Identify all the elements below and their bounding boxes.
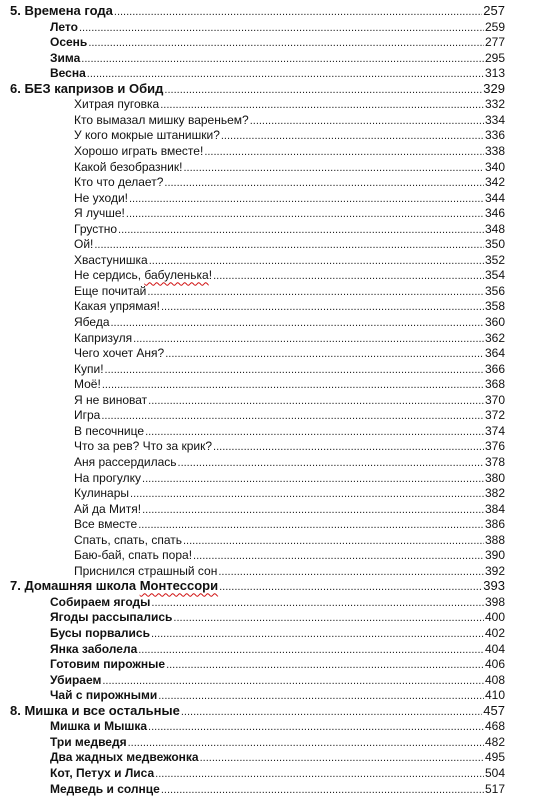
page-number: 517 bbox=[484, 781, 505, 796]
entry-title: Зима bbox=[50, 50, 81, 65]
entry-title: 6. БЕЗ капризов и Обид bbox=[10, 80, 164, 96]
page-number: 457 bbox=[483, 702, 505, 718]
page-number: 342 bbox=[484, 175, 505, 190]
entry-title: Моё! bbox=[74, 377, 101, 392]
entry-title: Бусы порвались bbox=[50, 626, 150, 640]
page-number: 393 bbox=[483, 578, 505, 594]
entry-title: Кто вымазал мишку вареньем? bbox=[74, 112, 249, 127]
page-number: 360 bbox=[484, 315, 505, 329]
page-number: 378 bbox=[484, 454, 505, 469]
page-number: 382 bbox=[484, 486, 505, 501]
entry-title: 5. Времена года bbox=[10, 3, 113, 18]
entry-title: Медведь и солнце bbox=[50, 781, 160, 796]
page-number: 295 bbox=[484, 50, 505, 65]
entry-title: Приснился страшный сон bbox=[74, 563, 218, 578]
entry-title: В песочнице bbox=[74, 423, 145, 438]
toc-entry bbox=[74, 516, 505, 532]
toc-entry bbox=[50, 656, 505, 672]
page-number: 468 bbox=[484, 719, 505, 734]
entry-title: Мишка и Мышка bbox=[50, 719, 148, 734]
entry-title: Все вместе bbox=[74, 517, 138, 532]
page-number: 329 bbox=[483, 80, 505, 96]
page-number: 340 bbox=[484, 159, 505, 174]
toc-entry bbox=[74, 252, 505, 268]
toc-entry bbox=[50, 19, 505, 35]
page-number: 400 bbox=[484, 610, 505, 625]
toc-entry bbox=[50, 718, 505, 734]
entry-title: Три медведя bbox=[50, 734, 127, 749]
entry-title: Какая упрямая! bbox=[74, 299, 160, 314]
entry-title: Лето bbox=[50, 19, 78, 34]
page-number: 350 bbox=[484, 237, 505, 252]
entry-title: Чай с пирожными bbox=[50, 688, 158, 703]
page-number: 336 bbox=[484, 128, 505, 143]
entry-title: Грустно bbox=[74, 221, 118, 236]
toc-entry bbox=[74, 438, 505, 454]
entry-title: Что за рев? Что за крик? bbox=[74, 439, 213, 454]
entry-title: Ай да Митя! bbox=[74, 501, 142, 516]
page-number: 346 bbox=[484, 206, 505, 221]
page-number: 313 bbox=[484, 66, 505, 81]
toc-entry bbox=[50, 594, 505, 610]
page-number: 386 bbox=[484, 517, 505, 532]
page-number: 374 bbox=[484, 423, 505, 438]
entry-title: Ой! bbox=[74, 237, 94, 252]
page-number: 358 bbox=[484, 299, 505, 314]
toc-entry bbox=[74, 547, 505, 563]
entry-title: Осень bbox=[50, 35, 88, 50]
toc-entry bbox=[74, 361, 505, 377]
entry-title: Купи! bbox=[74, 361, 104, 376]
toc-entry bbox=[50, 625, 505, 641]
toc-entry bbox=[74, 563, 505, 579]
toc-entry bbox=[74, 423, 505, 439]
toc-entry bbox=[74, 283, 505, 299]
entry-title: На прогулку bbox=[74, 470, 142, 485]
toc-entry bbox=[50, 765, 505, 781]
entry-title: Еще почитай bbox=[74, 283, 147, 298]
toc-entry bbox=[50, 734, 505, 750]
entry-title: Хитрая пуговка bbox=[74, 97, 160, 112]
toc-entry bbox=[74, 345, 505, 361]
page-number: 380 bbox=[484, 470, 505, 485]
page-number: 384 bbox=[484, 501, 505, 516]
entry-title: Спать, спать, спать bbox=[74, 532, 182, 547]
page-number: 390 bbox=[484, 548, 505, 563]
page-number: 366 bbox=[484, 361, 505, 376]
toc-entry bbox=[74, 190, 505, 206]
page-number: 406 bbox=[484, 657, 505, 672]
page-number: 348 bbox=[484, 221, 505, 236]
page-number: 332 bbox=[484, 97, 505, 112]
entry-title: Кот, Петух и Лиса bbox=[50, 765, 155, 780]
toc-entry bbox=[50, 641, 505, 657]
entry-title: Чего хочет Аня? bbox=[74, 346, 165, 361]
entry-title: Ягоды рассыпались bbox=[50, 610, 173, 625]
entry-title: Ябеда bbox=[74, 315, 110, 329]
entry-title: Готовим пирожные bbox=[50, 657, 166, 672]
toc-entry bbox=[74, 298, 505, 314]
entry-title: Какой безобразник! bbox=[74, 159, 183, 174]
section-heading bbox=[10, 3, 505, 19]
page-number: 402 bbox=[484, 626, 505, 640]
page-number: 408 bbox=[484, 672, 505, 687]
toc-entry bbox=[74, 314, 505, 330]
page-number: 277 bbox=[484, 35, 505, 50]
toc-entry bbox=[50, 687, 505, 703]
toc-entry bbox=[74, 330, 505, 346]
entry-title: Янка заболела bbox=[50, 641, 138, 656]
toc-entry bbox=[50, 672, 505, 688]
page-number: 344 bbox=[484, 190, 505, 205]
toc-entry bbox=[50, 65, 505, 81]
toc-entry bbox=[74, 112, 505, 128]
toc-entry bbox=[50, 749, 505, 765]
toc-entry bbox=[74, 205, 505, 221]
page-number: 354 bbox=[484, 268, 505, 283]
page-number: 482 bbox=[484, 734, 505, 749]
page-number: 495 bbox=[484, 750, 505, 765]
toc-entry bbox=[74, 96, 505, 112]
toc-entry bbox=[74, 159, 505, 175]
entry-title: 7. Домашняя школа Монтессори bbox=[10, 578, 219, 594]
toc-entry bbox=[50, 34, 505, 50]
toc-entry bbox=[74, 392, 505, 408]
toc-entry bbox=[74, 127, 505, 143]
entry-title: Я лучше! bbox=[74, 206, 125, 221]
entry-title: Аня рассердилась bbox=[74, 454, 177, 469]
toc-entry bbox=[50, 50, 505, 66]
entry-title: Собираем ягоды bbox=[50, 594, 151, 609]
page-number: 368 bbox=[484, 377, 505, 392]
entry-title: Два жадных медвежонка bbox=[50, 750, 199, 765]
page-number: 392 bbox=[484, 563, 505, 578]
page-number: 388 bbox=[484, 532, 505, 547]
section-heading bbox=[10, 703, 505, 719]
section-heading bbox=[10, 81, 505, 97]
entry-title: Кулинары bbox=[74, 486, 130, 501]
page-number: 364 bbox=[484, 346, 505, 361]
page-number: 356 bbox=[484, 283, 505, 298]
page-number: 338 bbox=[484, 143, 505, 158]
page-number: 398 bbox=[484, 594, 505, 609]
toc-entry bbox=[74, 470, 505, 486]
page-number: 259 bbox=[484, 19, 505, 34]
toc-entry bbox=[74, 174, 505, 190]
page-number: 257 bbox=[483, 3, 505, 18]
entry-title: Баю-бай, спать пора! bbox=[74, 548, 193, 563]
page-number: 362 bbox=[484, 330, 505, 345]
page-number: 372 bbox=[484, 408, 505, 423]
toc-entry bbox=[74, 407, 505, 423]
page-number: 370 bbox=[484, 392, 505, 407]
page-number: 404 bbox=[484, 641, 505, 656]
toc-entry bbox=[74, 532, 505, 548]
entry-title: Кто что делает? bbox=[74, 175, 164, 190]
entry-title: Не сердись, бабуленька! bbox=[74, 268, 213, 283]
entry-title: Хвастунишка bbox=[74, 252, 148, 267]
entry-title: Я не виноват bbox=[74, 392, 148, 407]
toc-entry bbox=[74, 376, 505, 392]
toc-entry bbox=[74, 501, 505, 517]
page-number: 334 bbox=[484, 112, 505, 127]
page-number: 504 bbox=[484, 765, 505, 780]
page-number: 410 bbox=[484, 688, 505, 703]
toc-entry bbox=[74, 267, 505, 283]
entry-title: Не уходи! bbox=[74, 190, 128, 205]
entry-title: Весна bbox=[50, 66, 86, 81]
toc-entry bbox=[74, 454, 505, 470]
entry-title: 8. Мишка и все остальные bbox=[10, 702, 180, 718]
entry-title: Игра bbox=[74, 408, 101, 423]
entry-title: Капризуля bbox=[74, 330, 133, 345]
entry-title: У кого мокрые штанишки? bbox=[74, 128, 220, 143]
page-number: 352 bbox=[484, 252, 505, 267]
page-number: 376 bbox=[484, 439, 505, 454]
toc-entry bbox=[74, 221, 505, 237]
entry-title: Убираем bbox=[50, 672, 102, 687]
entry-title: Хорошо играть вместе! bbox=[74, 143, 204, 158]
toc-entry bbox=[50, 781, 505, 797]
toc-entry bbox=[50, 609, 505, 625]
toc-entry bbox=[74, 236, 505, 252]
toc-entry bbox=[74, 485, 505, 501]
section-heading bbox=[10, 578, 505, 594]
toc-entry bbox=[74, 143, 505, 159]
